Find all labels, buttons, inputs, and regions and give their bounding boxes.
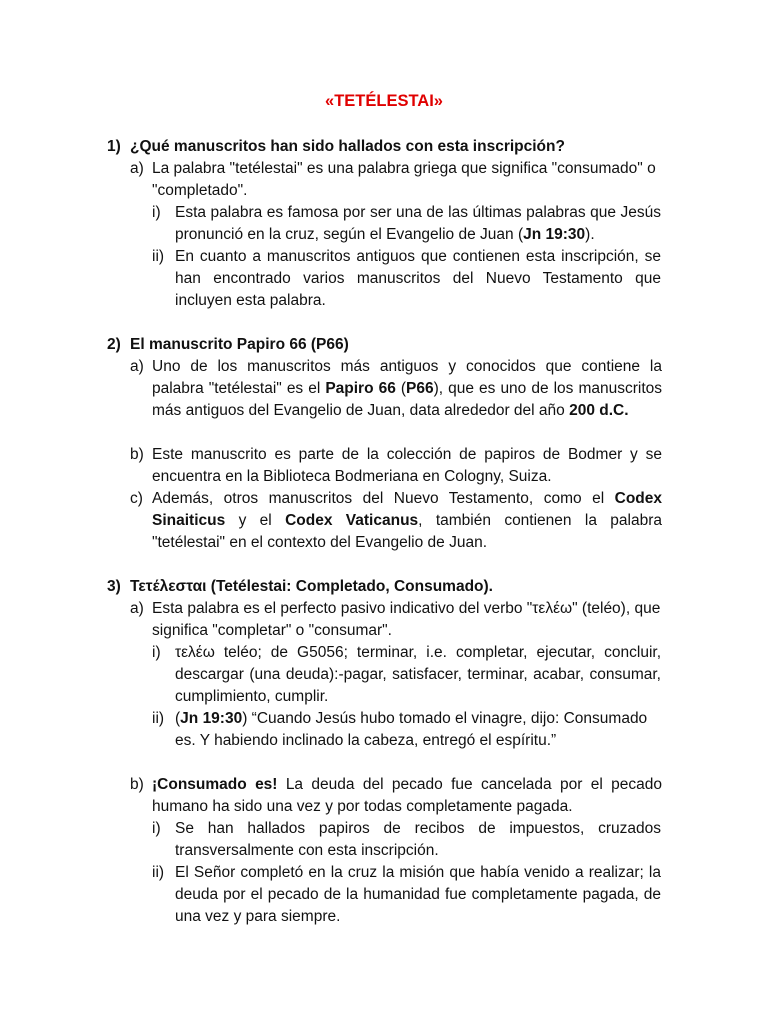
- section-2-heading: El manuscrito Papiro 66 (P66): [130, 336, 349, 353]
- s2-a-date: 200 d.C.: [569, 402, 629, 420]
- s2-c-part2: y el: [225, 512, 286, 530]
- s2-c-sinaiticus: Codex Sinaiticus: [152, 490, 662, 530]
- s3-bii-number: ii): [152, 864, 165, 881]
- s1-a-text: La palabra "tetélestai" es una palabra griega que significa "consumado" o "completado".: [152, 160, 656, 200]
- s1-ii-text: En cuanto a manuscritos antiguos que contienen esta inscripción, se han encontrado varios manuscritos del Nuevo Testamento que incluyen esta palabra.: [175, 248, 661, 310]
- s3-ii-open: (: [175, 710, 181, 727]
- s2-a-number: a): [130, 358, 144, 375]
- s3-ii-number: ii): [152, 710, 165, 727]
- s2-c-part1: Además, otros manuscritos del Nuevo Testamento, como el: [152, 490, 615, 507]
- s1-i-number: i): [152, 204, 161, 221]
- s2-a-part2: (: [395, 380, 407, 398]
- s2-a-papiro: Papiro 66: [325, 380, 396, 398]
- s2-a-part3: ), que es uno de los manuscritos más antiguos del Evangelio de Juan, data alrededor del año: [152, 380, 663, 420]
- s2-b-number: b): [130, 446, 144, 463]
- s3-ii-quote: ) “Cuando Jesús hubo tomado el vinagre, dijo: Consumado es. Y habiendo inclinado la cabeza, entregó el espíritu.”: [175, 710, 648, 750]
- s1-a-number: a): [130, 160, 144, 177]
- section-2-number: 2): [107, 336, 121, 353]
- s1-ii-number: ii): [152, 248, 165, 265]
- s2-a-text: [152, 356, 662, 423]
- s2-a-p66: P66: [406, 380, 434, 398]
- s3-a-text: Esta palabra es el perfecto pasivo indicativo del verbo "τελέω" (teléo), que significa "completar" o "consumar".: [152, 600, 661, 640]
- s3-a-number: a): [130, 600, 144, 617]
- s3-ii-text: [175, 708, 661, 752]
- s3-b-exclamation: ¡Consumado es!: [152, 776, 278, 793]
- s2-c-part3: , también contienen la palabra "tetélestai" en el contexto del Evangelio de Juan.: [152, 512, 663, 552]
- s3-i-number: i): [152, 644, 161, 661]
- s3-b-text: [152, 774, 662, 818]
- s2-b-text: Este manuscrito es parte de la colección de papiros de Bodmer y se encuentra en la Biblioteca Bodmeriana en Cologny, Suiza.: [152, 446, 662, 486]
- s2-c-text: [152, 488, 662, 555]
- s3-b-number: b): [130, 776, 144, 793]
- section-3-number: 3): [107, 578, 121, 595]
- s3-ii-reference: Jn 19:30: [180, 710, 243, 727]
- s1-i-body: Esta palabra es famosa por ser una de las últimas palabras que Jesús pronunció en la cruz, según el Evangelio de Juan (: [175, 204, 661, 244]
- s1-i-reference: Jn 19:30: [523, 226, 586, 244]
- s2-a-part1: Uno de los manuscritos más antiguos y conocidos que contiene la palabra "tetélestai" es el: [152, 358, 662, 398]
- s1-i-end: ).: [585, 226, 595, 244]
- s3-bi-text: Se han hallados papiros de recibos de impuestos, cruzados transversalmente con esta inscripción.: [175, 820, 661, 860]
- document-title: «TETÉLESTAI»: [325, 92, 443, 110]
- section-3-heading: Τετέλεσται (Tetélestai: Completado, Consumado).: [130, 578, 493, 595]
- s2-c-number: c): [130, 490, 143, 507]
- s3-bi-number: i): [152, 820, 161, 837]
- s3-i-text: τελέω teléo; de G5056; terminar, i.e. completar, ejecutar, concluir, descargar (una deuda):-pagar, satisfacer, terminar, acabar, consumar, cumplimiento, cumplir.: [175, 644, 661, 706]
- s2-c-vaticanus: Codex Vaticanus: [285, 512, 419, 530]
- s3-bii-text: El Señor completó en la cruz la misión que había venido a realizar; la deuda por el pecado de la humanidad fue completamente pagada, de una vez y para siempre.: [175, 864, 661, 926]
- s1-i-text: [175, 202, 661, 246]
- s3-b-body: La deuda del pecado fue cancelada por el pecado humano ha sido una vez y por todas completamente pagada.: [152, 776, 662, 816]
- section-1-heading: ¿Qué manuscritos han sido hallados con esta inscripción?: [130, 138, 565, 155]
- section-1-number: 1): [107, 138, 121, 155]
